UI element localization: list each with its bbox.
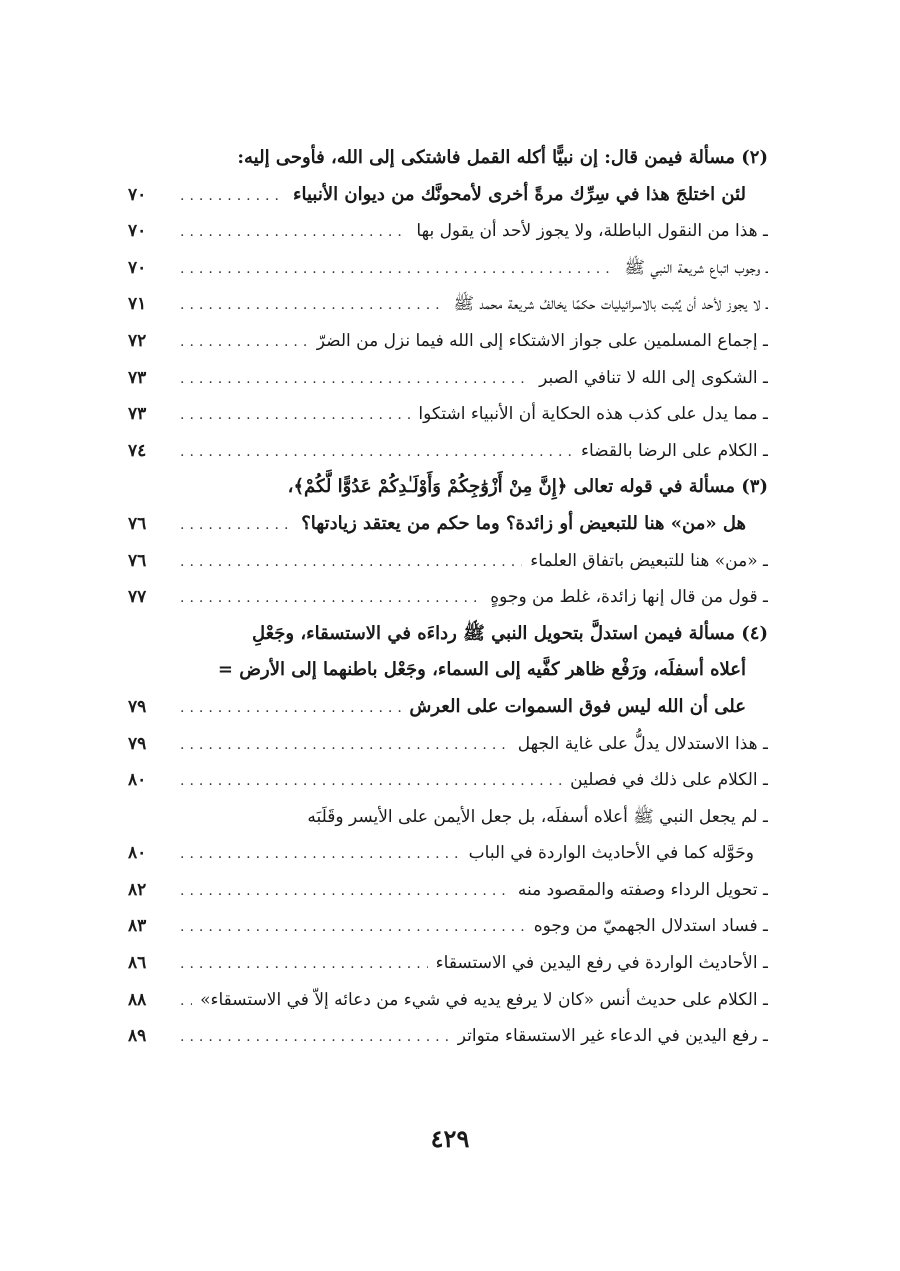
toc-subentry bbox=[128, 579, 768, 616]
toc-line bbox=[128, 396, 768, 433]
toc-line bbox=[128, 1018, 768, 1055]
toc-subentry bbox=[128, 872, 768, 909]
toc-line bbox=[128, 799, 768, 836]
toc-subentry bbox=[128, 213, 768, 250]
dot-leader bbox=[180, 178, 285, 214]
toc-line bbox=[128, 872, 768, 909]
toc-subentry bbox=[128, 799, 768, 872]
toc-page-ref: ٨٨ bbox=[128, 989, 147, 1010]
toc-text: ـ الكلام على الرضا بالقضاء bbox=[581, 433, 768, 470]
toc-text: ـ «من» هنا للتبعيض باتفاق العلماء bbox=[530, 543, 768, 580]
toc-text: ـ هذا من النقول الباطلة، ولا يجوز لأحد أن يقول بها bbox=[416, 213, 768, 250]
toc-page-ref: ٧٠ bbox=[128, 257, 147, 278]
toc-subentry bbox=[128, 323, 768, 360]
toc-line bbox=[128, 689, 768, 726]
toc-text: ـ تحويل الرداء وصفته والمقصود منه bbox=[518, 872, 768, 909]
toc-subentry bbox=[128, 726, 768, 763]
toc-page-ref: ٧٦ bbox=[128, 513, 147, 534]
dot-leader bbox=[180, 836, 461, 872]
toc-text: ـ الكلام على ذلك في فصلين bbox=[570, 762, 768, 799]
toc-text: هل «من» هنا للتبعيض أو زائدة؟ وما حكم من يعتقد زيادتها؟ bbox=[301, 512, 746, 534]
toc-page-ref: ٧٣ bbox=[128, 404, 147, 425]
toc-subentry bbox=[128, 543, 768, 580]
dot-leader bbox=[180, 727, 510, 763]
toc-page-ref: ٨٩ bbox=[128, 1026, 147, 1047]
toc-text: لئن اختلجَ هذا في سِرِّك مرةً أخرى لأمحونَّك من ديوان الأنبياء bbox=[293, 183, 746, 205]
toc-subentry bbox=[128, 1018, 768, 1055]
page-number: ٤٢٩ bbox=[430, 1124, 470, 1153]
dot-leader bbox=[180, 909, 526, 945]
toc-line bbox=[128, 360, 768, 397]
toc-subentry bbox=[128, 945, 768, 982]
toc-line bbox=[128, 616, 768, 653]
toc-line bbox=[128, 982, 768, 1019]
toc-text: ـ الشكوى إلى الله لا تنافي الصبر bbox=[539, 360, 768, 397]
dot-leader bbox=[180, 1019, 450, 1055]
toc-line bbox=[128, 762, 768, 799]
toc-text: أعلاه أسفلَه، ورَفْع ظاهر كفَّيه إلى السماء، وجَعْل باطنهما إلى الأرض = bbox=[217, 659, 746, 681]
toc-heading bbox=[128, 469, 768, 542]
toc-subentry bbox=[128, 360, 768, 397]
dot-leader bbox=[180, 434, 573, 470]
toc-line bbox=[128, 323, 768, 360]
toc-page-ref: ٧٧ bbox=[128, 587, 147, 608]
toc-text: (٤) مسألة فيمن استدلَّ بتحويل النبي ﷺ رداءَه في الاستسقاء، وجَعْلِ bbox=[251, 622, 768, 644]
toc-heading bbox=[128, 616, 768, 726]
dot-leader bbox=[180, 287, 445, 323]
toc-page-ref: ٧٢ bbox=[128, 330, 147, 351]
table-of-contents bbox=[128, 140, 768, 1055]
toc-line bbox=[128, 726, 768, 763]
toc-page-ref: ٨٠ bbox=[128, 770, 147, 791]
toc-text: ـ الأحاديث الواردة في رفع اليدين في الاستسقاء bbox=[436, 945, 768, 982]
toc-page-ref: ٨٠ bbox=[128, 843, 147, 864]
dot-leader bbox=[180, 544, 522, 580]
toc-line bbox=[128, 140, 768, 177]
dot-leader bbox=[180, 324, 309, 360]
toc-page-ref: ٧٤ bbox=[128, 440, 147, 461]
dot-leader bbox=[180, 397, 410, 433]
dot-leader bbox=[180, 361, 531, 397]
toc-text: ـ قول من قال إنها زائدة، غلط من وجوهٍ bbox=[490, 579, 768, 616]
toc-text: ـ الكلام على حديث أنس «كان لا يرفع يديه في شيء من دعائه إلاّ في الاستسقاء» bbox=[200, 982, 768, 1019]
dot-leader bbox=[180, 580, 482, 616]
toc-subentry bbox=[128, 982, 768, 1019]
toc-text: ـ وجوب اتباع شريعة النبي ﷺ bbox=[624, 250, 768, 287]
toc-text: ـ إجماع المسلمين على جواز الاشتكاء إلى الله فيما نزل من الضرّ bbox=[317, 323, 768, 360]
toc-line bbox=[128, 835, 768, 872]
dot-leader bbox=[180, 690, 401, 726]
toc-page-ref: ٧١ bbox=[128, 294, 147, 315]
toc-line bbox=[128, 579, 768, 616]
toc-line bbox=[128, 652, 768, 689]
toc-line bbox=[128, 177, 768, 214]
toc-line bbox=[128, 506, 768, 543]
toc-subentry bbox=[128, 433, 768, 470]
toc-text: ـ لم يجعل النبي ﷺ أعلاه أسفلَه، بل جعل الأيمن على الأيسر وقَلَبَه bbox=[307, 799, 768, 836]
toc-text: وحَوَّله كما في الأحاديث الواردة في الباب bbox=[468, 843, 754, 864]
toc-text: ـ هذا الاستدلال يدلُّ على غاية الجهل bbox=[518, 726, 768, 763]
dot-leader bbox=[180, 251, 616, 287]
toc-line bbox=[128, 433, 768, 470]
toc-page-ref: ٧٠ bbox=[128, 184, 147, 205]
toc-text: ـ رفع اليدين في الدعاء غير الاستسقاء متواتر bbox=[458, 1018, 768, 1055]
dot-leader bbox=[180, 946, 428, 982]
toc-text: ـ لا يجوز لأحد أن يُثبت بالاسرائيليات حكمًا يخالفُ شريعة محمد ﷺ bbox=[453, 286, 768, 323]
toc-page-ref: ٨٦ bbox=[128, 953, 147, 974]
toc-text: ـ فساد استدلال الجهميّ من وجوه bbox=[534, 908, 768, 945]
toc-subentry bbox=[128, 762, 768, 799]
toc-line bbox=[128, 286, 768, 323]
toc-page-ref: ٧٦ bbox=[128, 550, 147, 571]
toc-text: على أن الله ليس فوق السموات على العرش bbox=[409, 695, 746, 717]
toc-page-ref: ٧٩ bbox=[128, 696, 147, 717]
toc-subentry bbox=[128, 908, 768, 945]
toc-heading bbox=[128, 140, 768, 213]
toc-page-ref: ٨٣ bbox=[128, 916, 147, 937]
toc-text: (٣) مسألة في قوله تعالى ﴿إِنَّ مِنْ أَزْوَٰجِكُمْ وَأَوْلَـٰدِكُمْ عَدُوًّا لَّكُمْ﴾، bbox=[287, 476, 768, 498]
toc-page-ref: ٧٣ bbox=[128, 367, 147, 388]
dot-leader bbox=[180, 873, 510, 909]
toc-page-ref: ٧٩ bbox=[128, 733, 147, 754]
toc-text: ـ مما يدل على كذب هذه الحكاية أن الأنبياء اشتكوا bbox=[418, 396, 768, 433]
toc-page-ref: ٨٢ bbox=[128, 879, 147, 900]
toc-line bbox=[128, 945, 768, 982]
toc-line bbox=[128, 213, 768, 250]
dot-leader bbox=[180, 507, 293, 543]
toc-page-ref: ٧٠ bbox=[128, 221, 147, 242]
dot-leader bbox=[180, 983, 192, 1019]
dot-leader bbox=[180, 214, 408, 250]
toc-text: (٢) مسألة فيمن قال: إن نبيًّا أكله القمل فاشتكى إلى الله، فأوحى إليه: bbox=[237, 147, 768, 168]
dot-leader bbox=[180, 763, 562, 799]
toc-line bbox=[128, 543, 768, 580]
toc-line bbox=[128, 469, 768, 506]
toc-subentry bbox=[128, 250, 768, 287]
toc-line bbox=[128, 250, 768, 287]
toc-subentry bbox=[128, 286, 768, 323]
toc-line bbox=[128, 908, 768, 945]
toc-subentry bbox=[128, 396, 768, 433]
